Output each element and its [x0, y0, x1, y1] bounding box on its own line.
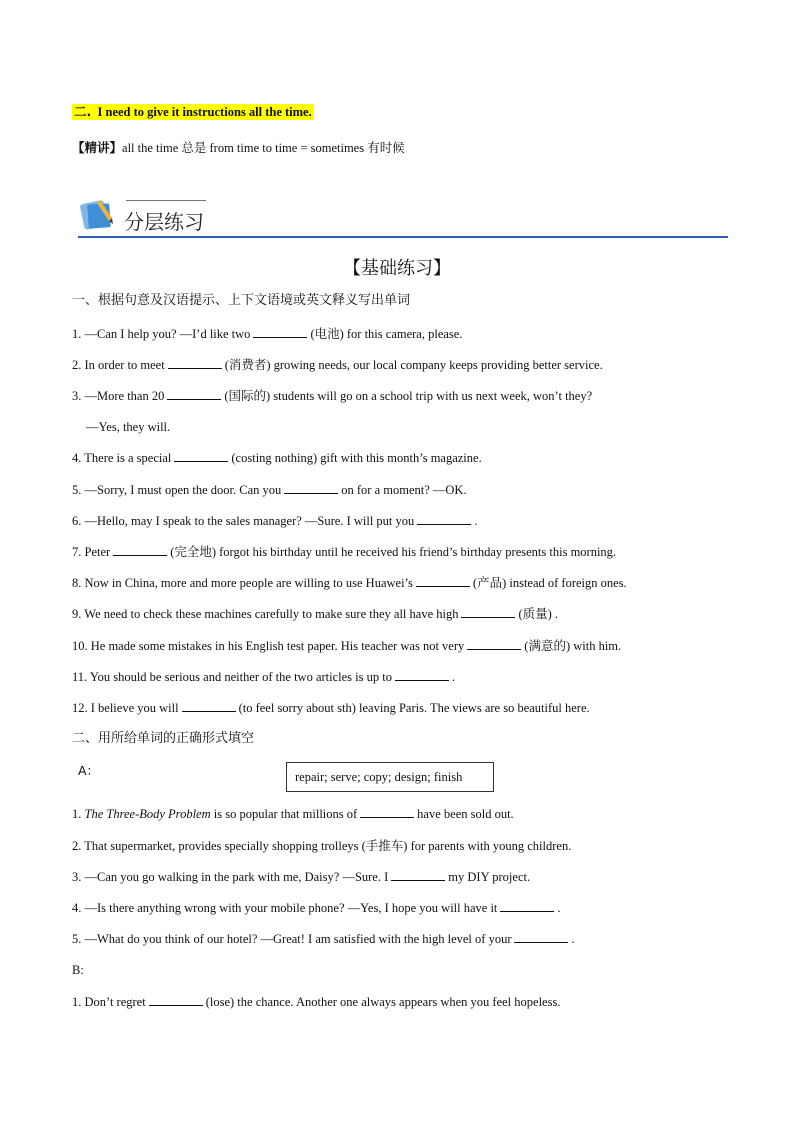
list-item: 2. In order to meet (消费者) growing needs, our local company keeps providing better service. [72, 358, 603, 372]
header-top-line [126, 200, 206, 201]
notebook-pencil-icon [78, 196, 118, 232]
answer-blank[interactable] [417, 513, 471, 525]
answer-blank[interactable] [149, 994, 203, 1006]
level-title: 【基础练习】 [343, 258, 451, 279]
word-box: repair; serve; copy; design; finish [286, 762, 494, 792]
answer-blank[interactable] [174, 450, 228, 462]
answer-blank[interactable] [416, 575, 470, 587]
answer-blank[interactable] [113, 544, 167, 556]
list-item: 1. —Can I help you? —I’d like two (电池) for this camera, please. [72, 327, 463, 341]
list-item: 5. —What do you think of our hotel? —Great! I am satisfied with the high level of your . [72, 932, 575, 946]
section-title: 分层练习 [124, 210, 204, 234]
explanation-label: 【精讲】 [72, 140, 123, 155]
list-item: 8. Now in China, more and more people are willing to use Huawei’s (产品) instead of foreign ones. [72, 576, 627, 590]
answer-blank[interactable] [391, 869, 445, 881]
list-item: 11. You should be serious and neither of the two articles is up to . [72, 670, 456, 684]
part2-heading: 二、用所给单词的正确形式填空 [72, 731, 255, 746]
answer-blank[interactable] [395, 669, 449, 681]
list-item: —Yes, they will. [86, 420, 171, 434]
key-point-number: 二. [74, 104, 92, 119]
explanation-text: all the time 总是 from time to time = sometimes 有时候 [122, 141, 405, 155]
list-item: 1. The Three-Body Problem is so popular that millions of have been sold out. [72, 807, 514, 821]
part1-heading: 一、根据句意及汉语提示、上下文语境或英文释义写出单词 [72, 293, 411, 308]
list-item: 9. We need to check these machines carefully to make sure they all have high (质量) . [72, 607, 559, 621]
answer-blank[interactable] [167, 388, 221, 400]
part2-a-label: A： [78, 763, 100, 778]
list-item: 10. He made some mistakes in his English test paper. His teacher was not very (满意的) with him. [72, 639, 622, 653]
list-item: 5. —Sorry, I must open the door. Can you on for a moment? —OK. [72, 483, 467, 497]
list-item: 7. Peter (完全地) forgot his birthday until he received his friend’s birthday presents this morning. [72, 545, 617, 559]
key-point [72, 104, 314, 120]
answer-blank[interactable] [360, 806, 414, 818]
answer-blank[interactable] [253, 326, 307, 338]
list-item: 1. Don’t regret (lose) the chance. Another one always appears when you feel hopeless. [72, 995, 561, 1009]
list-item: 12. I believe you will (to feel sorry about sth) leaving Paris. The views are so beautiful here. [72, 701, 590, 715]
answer-blank[interactable] [514, 931, 568, 943]
section-header [78, 194, 728, 240]
answer-blank[interactable] [500, 900, 554, 912]
answer-blank[interactable] [461, 606, 515, 618]
list-item: 3. —Can you go walking in the park with me, Daisy? —Sure. I my DIY project. [72, 870, 531, 884]
list-item: 6. —Hello, may I speak to the sales manager? —Sure. I will put you . [72, 514, 478, 528]
header-rule [78, 236, 728, 238]
answer-blank[interactable] [467, 638, 521, 650]
answer-blank[interactable] [182, 700, 236, 712]
part2-b-label: B: [72, 963, 84, 977]
answer-blank[interactable] [168, 357, 222, 369]
answer-blank[interactable] [284, 482, 338, 494]
explanation [72, 140, 405, 156]
list-item: 3. —More than 20 (国际的) students will go on a school trip with us next week, won’t they? [72, 389, 593, 403]
list-item: 4. —Is there anything wrong with your mobile phone? —Yes, I hope you will have it . [72, 901, 561, 915]
list-item: 4. There is a special (costing nothing) gift with this month’s magazine. [72, 451, 482, 465]
list-item: 2. That supermarket, provides specially shopping trolleys (手推车) for parents with young children. [72, 839, 572, 853]
key-point-text: I need to give it instructions all the time. [97, 105, 312, 119]
